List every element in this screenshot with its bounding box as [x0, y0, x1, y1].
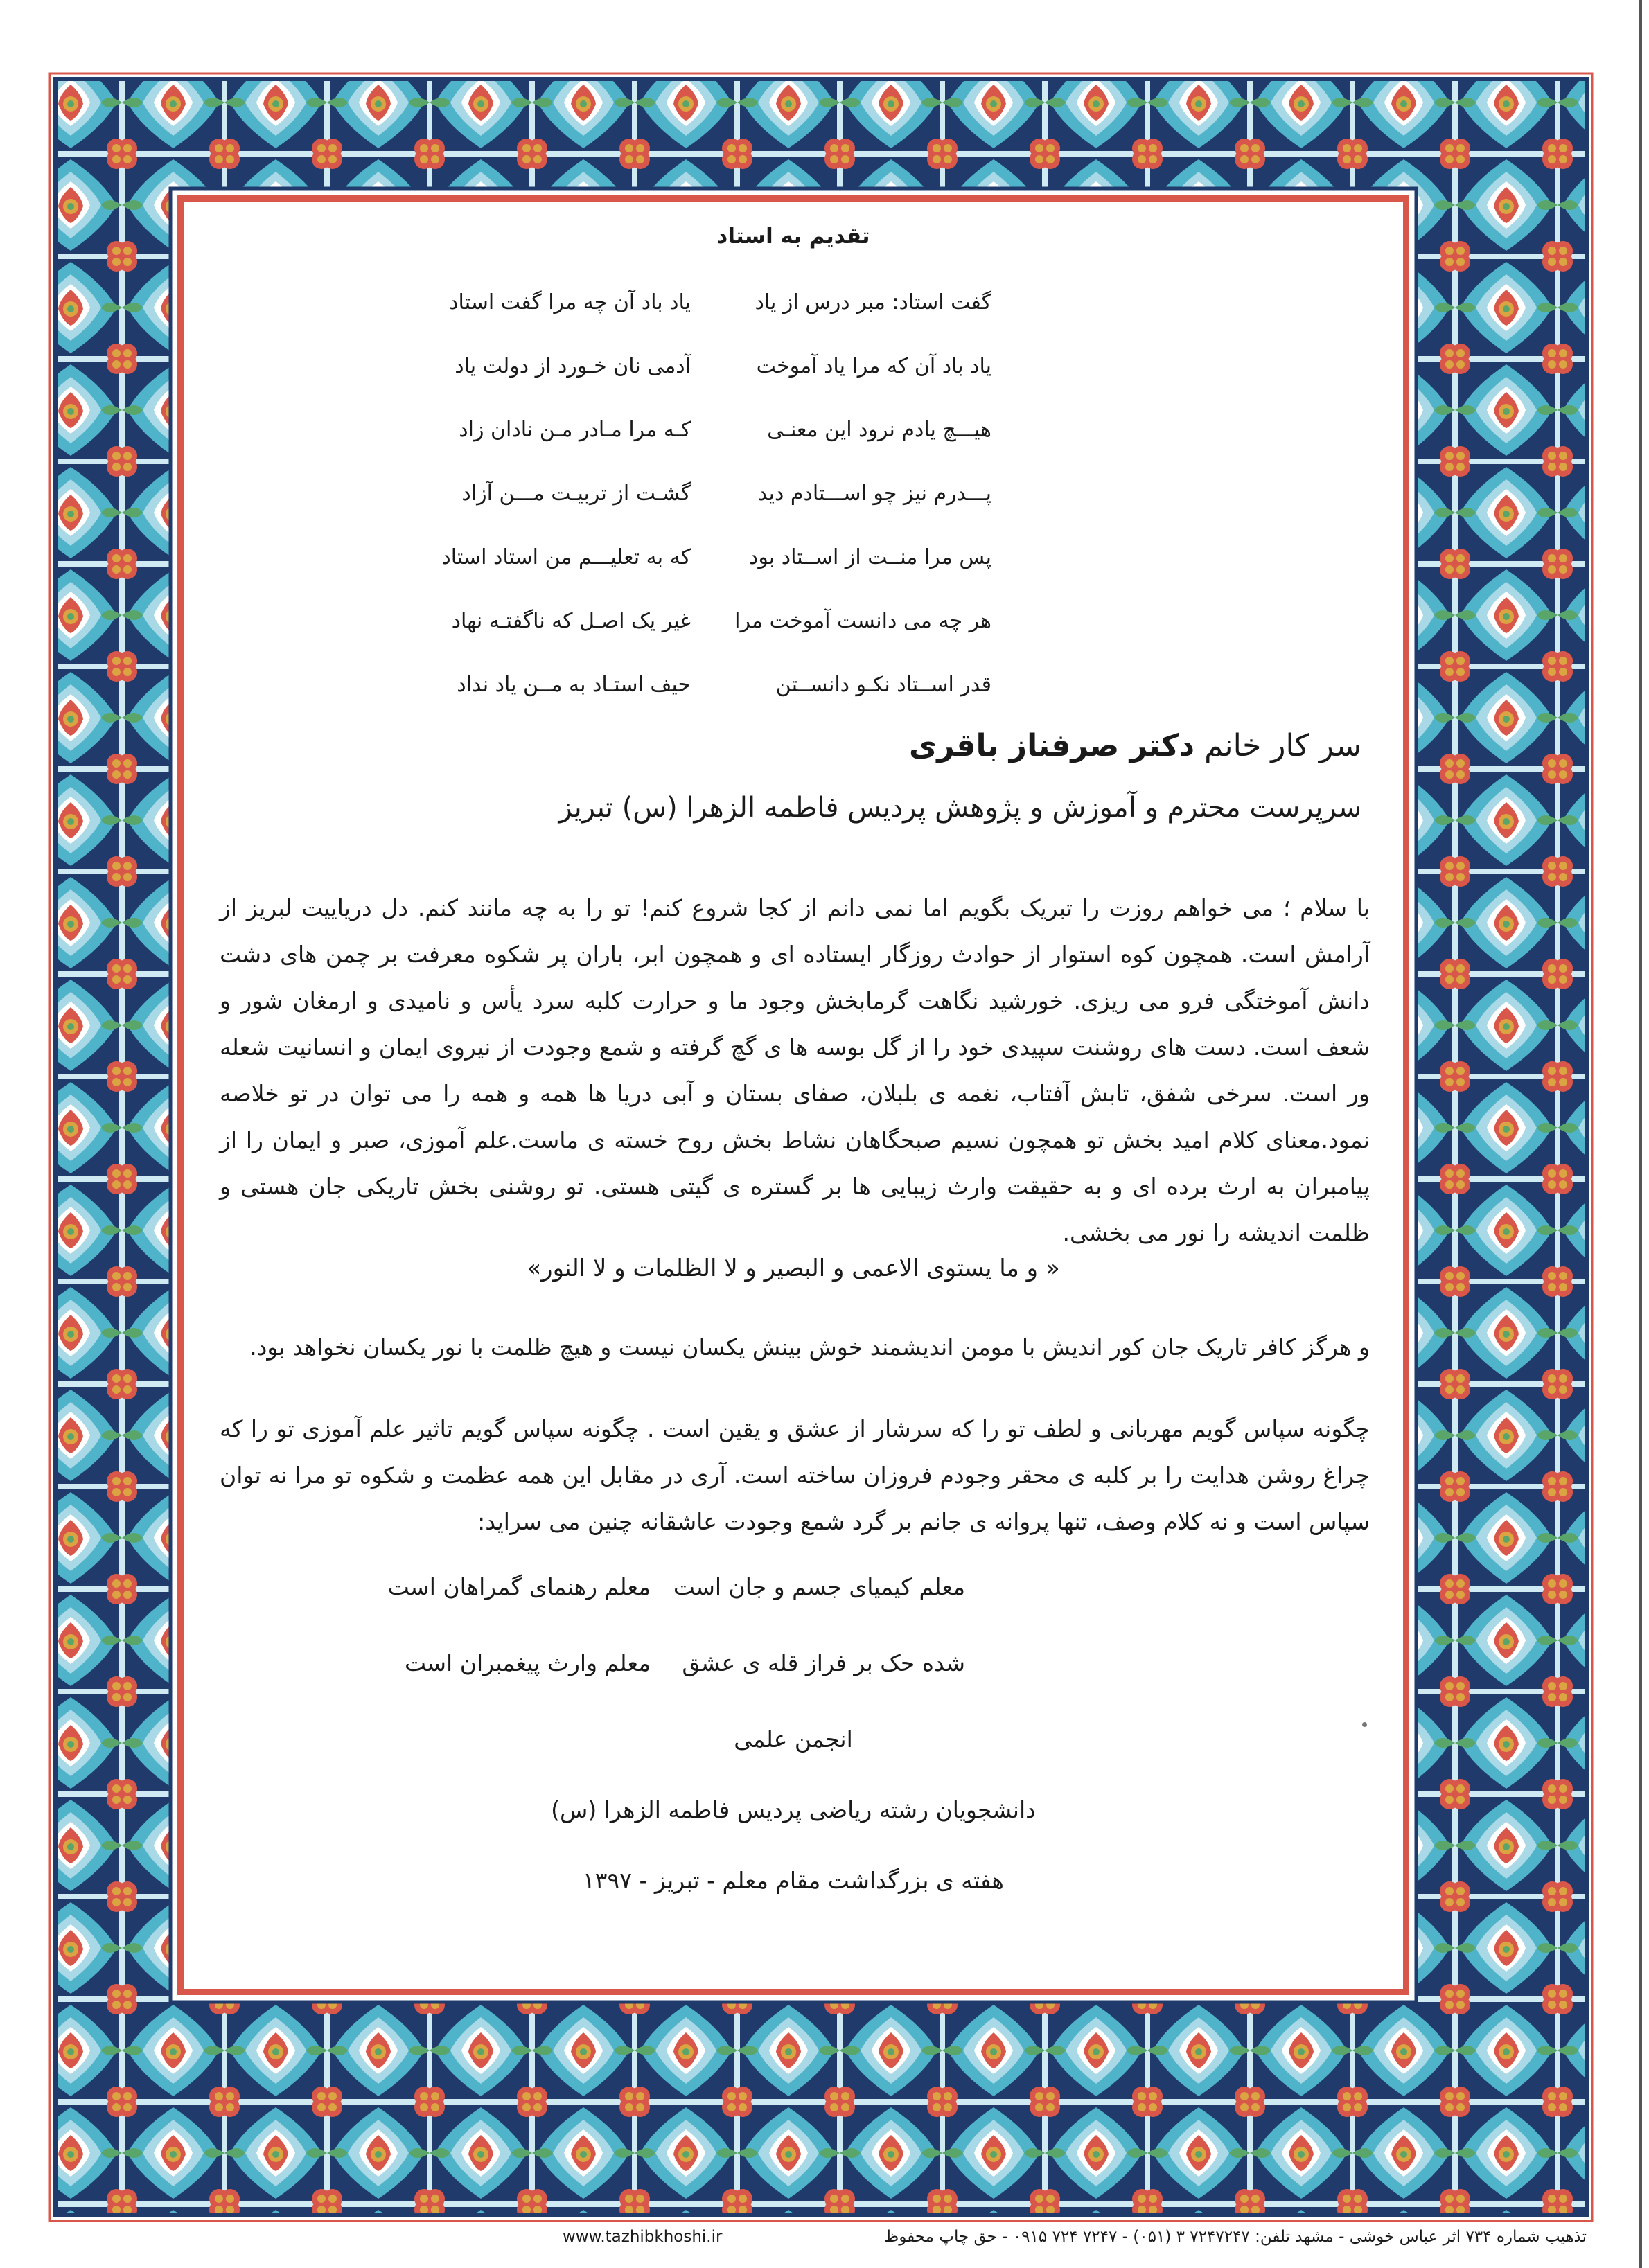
- poem-line: آدمی نان خـورد از دولت یاد: [455, 354, 691, 378]
- poem-line: هیـــچ یادم نرود این معنـی: [767, 418, 991, 442]
- addressee: [909, 728, 1361, 763]
- body-paragraph: و هرگز کافر تاریک جان کور اندیش با مومن اندیشمند خوش بینش یکسان نیست و هیچ ظلمت با نور یکسان نخواهد بود.: [249, 1334, 1370, 1361]
- signature-line: انجمن علمی: [734, 1726, 853, 1753]
- right-margin-line: [1639, 0, 1642, 2268]
- quran-quote: « و ما یستوی الاعمی و البصیر و لا الظلمات و لا النور»: [527, 1255, 1060, 1282]
- addressee-title: سرپرست محترم و آموزش و پژوهش پردیس فاطمه الزهرا (س) تبریز: [558, 792, 1361, 824]
- footer-website: www.tazhibkhoshi.ir: [563, 2228, 723, 2246]
- addressee-prefix: سر کار خانم: [1204, 728, 1361, 763]
- poem-line: هر چه می دانست آموخت مرا: [734, 609, 991, 633]
- poem-line: یاد باد آن چه مرا گفت استاد: [449, 290, 691, 314]
- poem-line: گشـت از تربیـت مـــن آزاد: [461, 481, 691, 506]
- body-paragraph: چگونه سپاس گویم مهربانی و لطف تو را که سرشار از عشق و یقین است . چگونه سپاس گویم تاثیر علم آموزی تو را که چراغ روشن هدایت را بر کلبه ی محقر وجودم فروزان ساخته است. آری در مقابل این همه عظمت و شکوه تو مرا نه توان سپاس است و نه کلام وصف، تنها پروانه ی جانم بر گرد شمع وجودت عاشقانه چنین می سراید:: [220, 1415, 1370, 1535]
- poem-line: گفت استاد: مبر درس از یاد: [755, 290, 991, 314]
- footer-info: تذهیب شماره ۷۳۴ اثر عباس خوشی - مشهد تلفن: ۷۲۴۷۲۴۷ ۳ (۰۵۱) - ۷۲۴۷ ۷۲۴ ۰۹۱۵ - حق چاپ محفوظ: [884, 2228, 1587, 2246]
- verse-line: معلم کیمیای جسم و جان است: [673, 1573, 965, 1600]
- letter-panel: [177, 195, 1409, 1995]
- addressee-name: دکتر صرفناز باقری: [908, 728, 1195, 763]
- poem-line: پـــدرم نیز چو اســـتادم دید: [757, 481, 991, 506]
- poem-line: حیف استـاد به مــن یاد نداد: [457, 673, 691, 697]
- page-title: تقدیم به استاد: [716, 224, 870, 249]
- verse-line: معلم رهنمای گمراهان است: [387, 1573, 651, 1600]
- poem-line: غیر یک اصـل که ناگفتـه نهاد: [451, 609, 691, 633]
- poem-line: کـه مرا مـادر مـن نادان زاد: [459, 418, 691, 442]
- poem-line: پس مرا منــت از اســتاد بود: [748, 545, 991, 569]
- ink-dot: [1362, 1722, 1367, 1727]
- verse-line: معلم وارث پیغمبران است: [405, 1649, 651, 1676]
- verse-line: شده حک بر فراز قله ی عشق: [682, 1649, 965, 1676]
- signature-line: دانشجویان رشته ریاضی پردیس فاطمه الزهرا (س): [551, 1796, 1036, 1823]
- body-paragraph: با سلام ؛ می خواهم روزت را تبریک بگویم اما نمی دانم از کجا شروع کنم! تو را به چه مانند کنم. دل دریاییت لبریز از آرامش است. همچون کوه استوار از حوادث روزگار ایستاده ای و همچون ابر، باران پر شکوه معرفت بر چمن های دشت دانش آموختگی فرو می ریزی. خورشید نگاهت گرمابخش وجود ما و حرارت کلبه سرد یأس و نامیدی و ارمغان شور و شعف است. دست های روشنت سپیدی خود را از گل بوسه ها ی گچ گرفته و شمع وجودت از نیروی ایمان و انسانیت شعله ور است. سرخی شفق، تابش آفتاب، نغمه ی بلبلان، صفای بستان و آبی دریا ها همه و همه را می توان در تو خلاصه نمود.معنای کلام امید بخش تو همچون نسیم صبحگاهان نشاط بخش روح خسته ی ماست.علم آموزی، صبر و ایمان را از پیامبران به ارث برده ای و به حقیقت وارث زیبایی ها بر گستره ی گیتی هستی. تو روشنی بخش تاریکی جان هستی و ظلمت اندیشه را نور می بخشی.: [220, 894, 1370, 1246]
- signature-line: هفته ی بزرگداشت مقام معلم - تبریز - ۱۳۹۷: [583, 1867, 1004, 1894]
- poem-line: قدر اســتاد نکـو دانســتن: [775, 673, 991, 697]
- poem-line: یاد باد آن که مرا یاد آموخت: [756, 354, 991, 378]
- poem-line: که به تعلیـــم من استاد استاد: [441, 545, 691, 569]
